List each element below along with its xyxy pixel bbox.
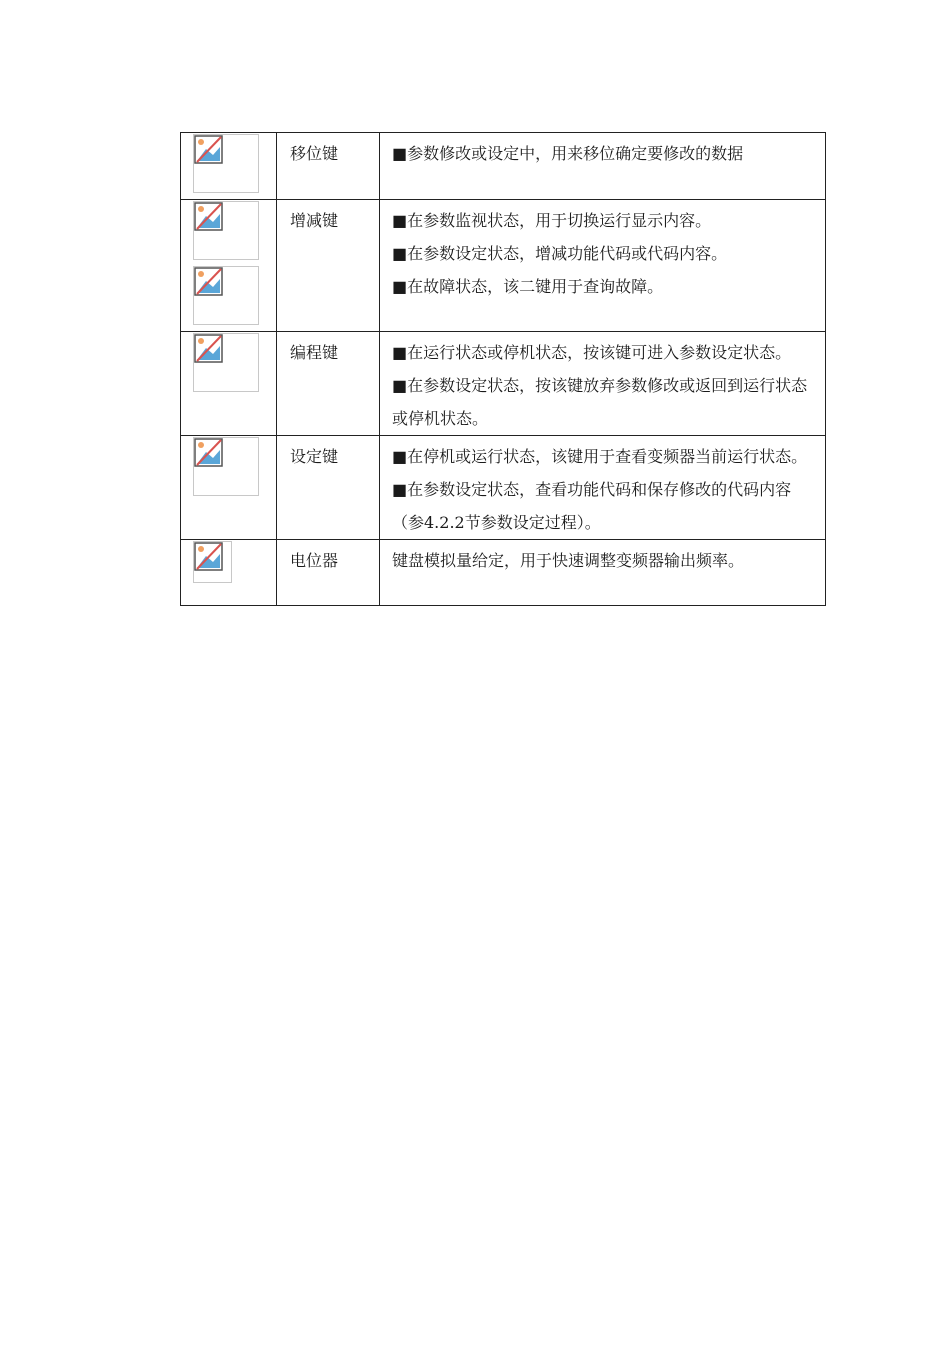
description-line: （参4.2.2节参数设定过程）。 [392,513,601,532]
key-name: 移位键 [277,133,380,200]
table-row [181,332,826,436]
key-description [380,436,826,540]
key-name: 增减键 [277,200,380,332]
key-image-cell [181,200,277,332]
key-image-cell [181,540,277,606]
description-line: 键盘模拟量给定，用于快速调整变频器输出频率。 [392,551,745,570]
table-row [181,436,826,540]
broken-image-icon [193,437,259,496]
key-name: 设定键 [277,436,380,540]
description-line: ■在参数设定状态，按该键放弃参数修改或返回到运行状态 [392,376,808,395]
description-line: 或停机状态。 [392,409,489,428]
description-line: ■在参数监视状态，用于切换运行显示内容。 [392,211,712,230]
key-image-cell [181,133,277,200]
key-description [380,540,826,606]
key-description [380,200,826,332]
key-description [380,332,826,436]
description-line: ■在故障状态，该二键用于查询故障。 [392,277,664,296]
table-row [181,200,826,332]
key-name: 电位器 [277,540,380,606]
broken-image-icon [193,134,259,193]
description-line: ■在运行状态或停机状态，按该键可进入参数设定状态。 [392,343,792,362]
key-function-table [180,132,826,606]
broken-image-icon [193,201,259,260]
description-line: ■参数修改或设定中，用来移位确定要修改的数据 [392,144,744,163]
table-row [181,540,826,606]
key-image-cell [181,332,277,436]
description-line: ■在参数设定状态，增减功能代码或代码内容。 [392,244,728,263]
table-row [181,133,826,200]
key-description [380,133,826,200]
key-name: 编程键 [277,332,380,436]
broken-image-icon [193,266,259,325]
broken-image-icon [193,333,259,392]
key-image-cell [181,436,277,540]
description-line: ■在参数设定状态，查看功能代码和保存修改的代码内容 [392,480,792,499]
broken-image-icon [193,541,232,583]
description-line: ■在停机或运行状态，该键用于查看变频器当前运行状态。 [392,447,808,466]
